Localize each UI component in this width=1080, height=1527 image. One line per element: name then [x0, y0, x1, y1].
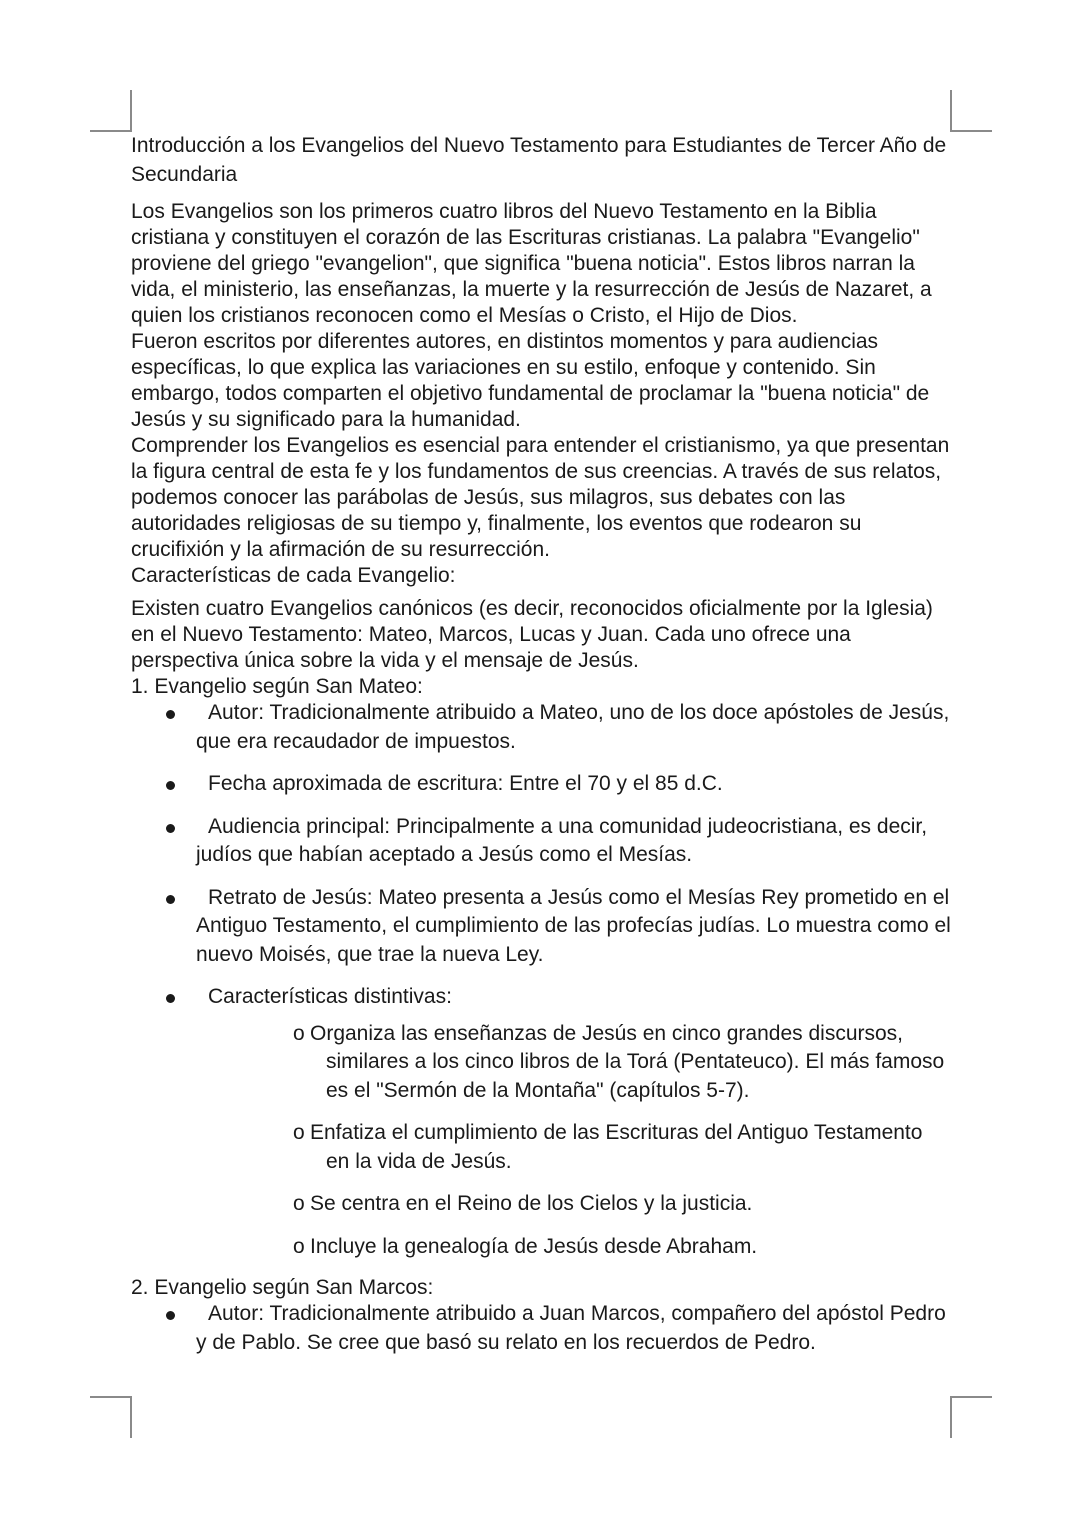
- sub-bullet-marker: o: [293, 1234, 305, 1258]
- document-title: Introducción a los Evangelios del Nuevo Testamento para Estudiantes de Tercer Año de Secundaria: [131, 134, 947, 186]
- list-item-text: Retrato de Jesús: Mateo presenta a Jesús como el Mesías Rey prometido en el Antiguo Testamento, el cumplimiento de las profecías judías. Lo muestra como el nuevo Moisés, que trae la nueva Ley.: [196, 885, 951, 966]
- section-heading-marcos: 2. Evangelio según San Marcos:: [131, 1276, 434, 1299]
- sub-bullet-marker: o: [293, 1121, 305, 1144]
- crop-mark-bottom-left: [90, 1396, 132, 1438]
- paragraph: Fueron escritos por diferentes autores, en distintos momentos y para audiencias específicas, lo que explica las variaciones en su estilo, enfoque y contenido. Sin embargo, todos comparten el objetivo fundamental de proclamar la "buena noticia" de Jesús y su significado para la humanidad.: [131, 330, 930, 431]
- sub-list-item-text: Se centra en el Reino de los Cielos y la justicia.: [310, 1192, 753, 1215]
- sub-list-item-text: Enfatiza el cumplimiento de las Escrituras del Antiguo Testamento en la vida de Jesús.: [310, 1121, 923, 1173]
- sub-list-item: [196, 1020, 951, 1106]
- sub-list-item: [196, 1119, 951, 1176]
- sub-bullet-marker: o: [293, 1021, 305, 1045]
- sub-list-item: [196, 1190, 951, 1219]
- list-item: [131, 699, 951, 756]
- paragraph: Los Evangelios son los primeros cuatro libros del Nuevo Testamento en la Biblia cristiana y constituyen el corazón de las Escrituras cristianas. La palabra "Evangelio" proviene del griego "evangelion", que significa "buena noticia". Estos libros narran la vida, el ministerio, las enseñanzas, la muerte y la resurrección de Jesús de Nazaret, a quien los cristianos reconocen como el Mesías o Cristo, el Hijo de Dios.: [131, 200, 932, 327]
- mateo-sub-list: [196, 1020, 951, 1262]
- sub-bullet-marker: o: [293, 1192, 305, 1215]
- marcos-bullet-list: [131, 1300, 951, 1357]
- section-heading-mateo: 1. Evangelio según San Mateo:: [131, 675, 423, 698]
- list-item-text: Autor: Tradicionalmente atribuido a Mateo, uno de los doce apóstoles de Jesús, que era recaudador de impuestos.: [196, 701, 950, 753]
- list-item: [131, 884, 951, 970]
- mateo-bullet-list: [131, 699, 951, 1261]
- list-item: [131, 983, 951, 1261]
- crop-mark-bottom-right: [950, 1396, 992, 1438]
- list-item-text: Fecha aproximada de escritura: Entre el 70 y el 85 d.C.: [208, 772, 723, 795]
- characteristics-heading: Características de cada Evangelio:: [131, 564, 456, 587]
- crop-mark-top-right: [950, 90, 992, 132]
- list-item-text: Características distintivas:: [208, 985, 452, 1008]
- sub-list-item-text: Incluye la genealogía de Jesús desde Abraham.: [310, 1234, 758, 1258]
- characteristics-intro: Existen cuatro Evangelios canónicos (es decir, reconocidos oficialmente por la Iglesia) en el Nuevo Testamento: Mateo, Marcos, Lucas y Juan. Cada uno ofrece una perspectiva única sobre la vida y el mensaje de Jesús.: [131, 597, 933, 672]
- document-body: [131, 131, 951, 1371]
- list-item-text: Audiencia principal: Principalmente a una comunidad judeocristiana, es decir, judíos que habían aceptado a Jesús como el Mesías.: [196, 814, 928, 866]
- list-item: [131, 813, 951, 870]
- list-item: [131, 1300, 951, 1357]
- paragraph: Comprender los Evangelios es esencial para entender el cristianismo, ya que presentan la figura central de esta fe y los fundamentos de sus creencias. A través de sus relatos, podemos conocer las parábolas de Jesús, sus milagros, sus debates con las autoridades religiosas de su tiempo y, finalmente, los eventos que rodearon su crucifixión y la afirmación de su resurrección.: [131, 434, 950, 561]
- list-item: [131, 770, 951, 799]
- sub-list-item: [196, 1233, 951, 1262]
- sub-list-item-text: Organiza las enseñanzas de Jesús en cinco grandes discursos, similares a los cinco libros de la Torá (Pentateuco). El más famoso es el "Sermón de la Montaña" (capítulos 5-7).: [310, 1021, 945, 1102]
- list-item-text: Autor: Tradicionalmente atribuido a Juan Marcos, compañero del apóstol Pedro y de Pablo. Se cree que basó su relato en los recuerdos de Pedro.: [196, 1302, 946, 1354]
- crop-mark-top-left: [90, 90, 132, 132]
